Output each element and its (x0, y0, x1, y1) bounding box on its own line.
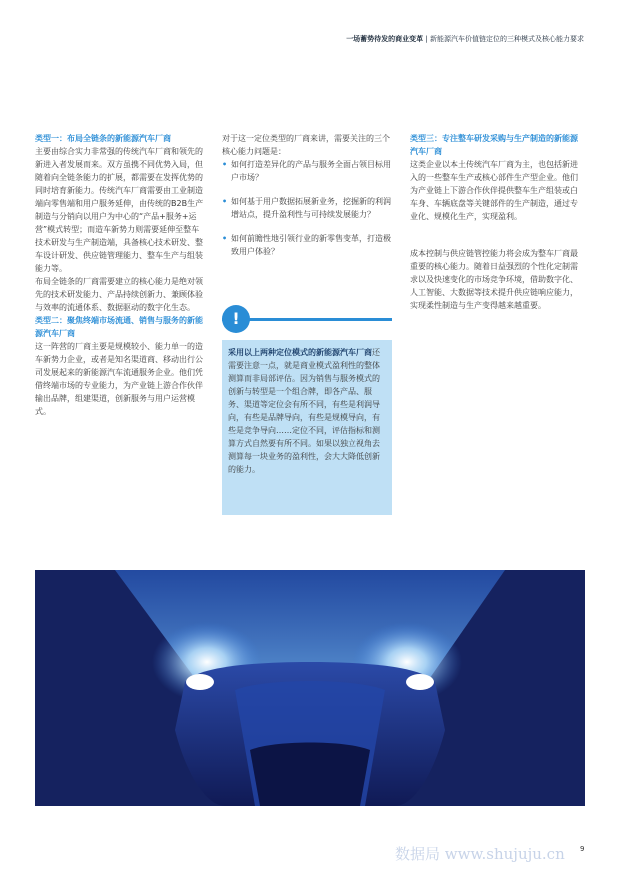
type1-body2: 布局全链条的厂商需要建立的核心能力是绝对领先的技术研发能力、产品持续创新力、兼顾体验与效率的流通体系、数据驱动的数字化生态。 (35, 277, 203, 312)
watermark: 数据局 www.shujuju.cn (395, 845, 565, 863)
type2-title: 类型二：聚焦终端市场流通、销售与服务的新能源汽车厂商 (35, 316, 203, 338)
header-bold: 一场蓄势待发的商业变革 (346, 35, 424, 43)
type1-body: 主要由综合实力非常强的传统汽车厂商和领先的新进入者发展而来。双方虽携不同优势入局，但随着向全链条能力的扩展，都需要在发挥优势的同时培育新能力。传统汽车厂商需要由工业制造端向零售端和用户服务延伸，由传统的B2B生产制造与分销向以用户为中心的“产品+服务+运营”模式转型；而造车新势力则需要延伸至整车技术研发与生产制造端，具备核心技术研发、整车设计研发、供应链管理能力、整车生产与组装能力等。 (35, 147, 204, 273)
question-list (222, 158, 392, 258)
page-number: 9 (580, 845, 585, 853)
callout-body: 还需要注意一点，就是商业模式盈利性的整体测算而非局部评估。因为销售与服务模式的创新与转型是一个组合牌，即各产品、服务、渠道等定位会有所不同，有些是利润导向，有些是品牌导向，有些是规模导向，有些是竞争导向……定位不同，评估指标和测算方式自然要有所不同。如果以独立视角去测算每一块业务的盈利性，会大大降低创新的能力。 (228, 348, 380, 474)
header-separator: | (423, 35, 430, 43)
running-header (346, 34, 584, 44)
type3-body: 这类企业以本土传统汽车厂商为主，也包括新进入的一些整车生产或核心部件生产型企业。他们为产业链上下游合作伙伴提供整车生产组装或白车身、车辆底盘等关键部件的生产制造，通过专业化、规模化生产，实现盈利。 (410, 160, 578, 221)
callout-lead: 采用以上两种定位模式的新能源汽车厂商 (228, 348, 372, 357)
car-illustration (35, 570, 585, 806)
header-rest: 新能源汽车价值链定位的三种模式及核心能力要求 (430, 35, 584, 43)
column-2 (222, 132, 392, 269)
type3-body2: 成本控制与供应链管控能力将会成为整车厂商最重要的核心能力。随着日益强烈的个性化定制需求以及快速变化的市场竞争环境，借助数字化、人工智能、大数据等技术提升供应链响应能力，实现柔性制造与生产变得越来越重要。 (410, 249, 578, 310)
question-item: • 如何前瞻性地引领行业的新零售变革，打造极致用户体验？ (222, 232, 392, 258)
col2-intro: 对于这一定位类型的厂商来讲，需要关注的三个核心能力问题是： (222, 134, 390, 156)
type3-title: 类型三：专注整车研发采购与生产制造的新能源汽车厂商 (410, 134, 578, 156)
callout-box (222, 340, 392, 515)
exclamation-icon: ! (222, 305, 250, 333)
question-item: • 如何打造差异化的产品与服务全面占领目标用户市场？ (222, 158, 392, 184)
car-headlights-image (35, 570, 585, 806)
question-item: • 如何基于用户数据拓展新业务，挖掘新的利润增站点，提升盈利性与可持续发展能力？ (222, 195, 392, 221)
type1-title: 类型一：布局全链条的新能源汽车厂商 (35, 134, 171, 143)
column-3 (410, 132, 582, 312)
type2-body: 这一阵营的厂商主要是规模较小、能力单一的造车新势力企业，或者是知名渠道商、移动出行公司发展起来的新能源汽车流通服务企业。他们凭借终端市场的专业能力，为产业链上游合作伙伴输出品牌，组建渠道，创新服务与用户运营模式。 (35, 342, 203, 416)
column-1 (35, 132, 205, 418)
